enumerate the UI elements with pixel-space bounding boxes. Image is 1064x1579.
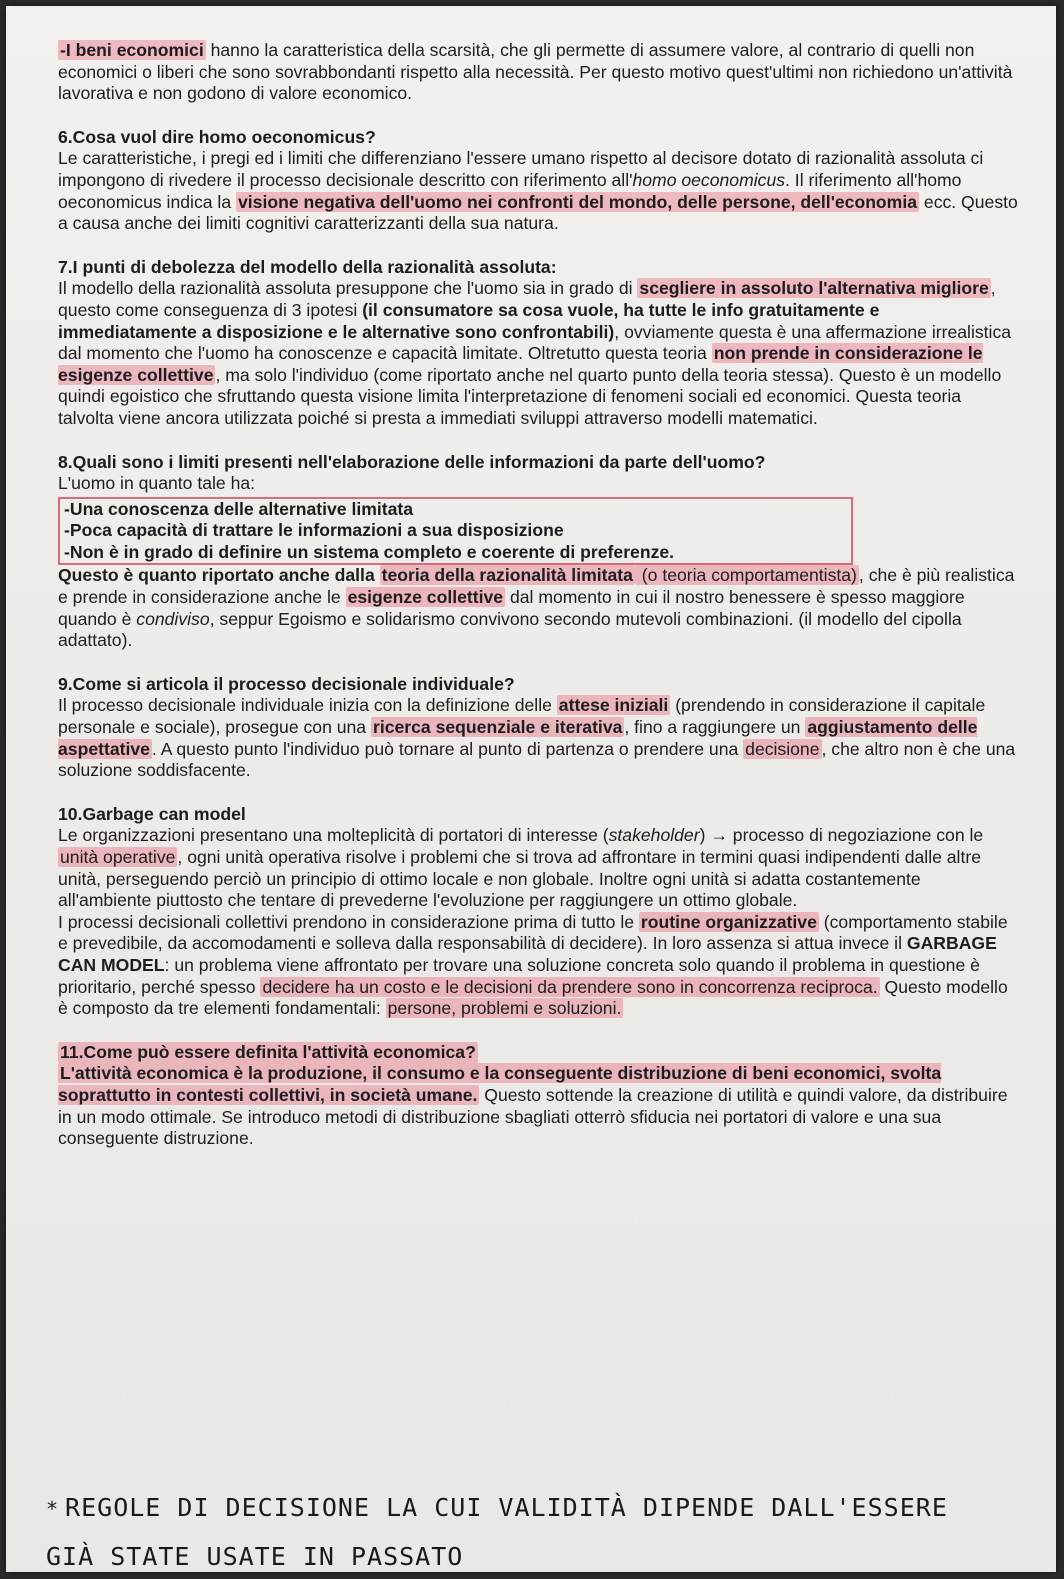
section-10-highlight: decidere ha un costo e le decisioni da prendere sono in concorrenza reciproca. — [262, 976, 878, 997]
section-9-highlight: decisione — [745, 738, 820, 759]
section-6-text: ecc. Questo a causa anche dei limiti cognitivi caratterizzanti della sua natura. — [58, 191, 1018, 234]
section-9-text: Il processo decisionale individuale inizia con la definizione delle — [58, 695, 557, 716]
section-10-highlight: persone, problemi e soluzioni. — [387, 998, 622, 1019]
list-item: -Poca capacità di trattare le informazioni a sua disposizione — [64, 520, 564, 541]
note-line-1: REGOLE DI DECISIONE LA CUI VALIDITÀ DIPENDE DALL'ESSERE — [65, 1493, 948, 1522]
section-9-title: 9.Come si articola il processo decisionale individuale? — [58, 673, 515, 694]
section-8-text: , seppur Egoismo e solidarismo convivono secondo mutevoli combinazioni. (il modello del cipolla adattato). — [58, 608, 962, 651]
section-10-highlight: routine organizzative — [640, 911, 817, 932]
section-6-text: Le caratteristiche, i pregi ed i limiti che differenziano l'essere umano rispetto al decisore dotato di razionalità assoluta ci impongono di rivedere il processo decisionale descritto con riferimento all' — [58, 148, 984, 190]
section-9 — [58, 674, 1018, 782]
section-9-text: , che altro non è che una soluzione soddisfacente. — [58, 738, 1016, 781]
section-8-intro: L'uomo in quanto tale ha: — [58, 473, 256, 494]
section-9-text: . A questo punto l'individuo può tornare al punto di partenza o prendere una — [151, 738, 744, 759]
section-7-title: 7.I punti di debolezza del modello della razionalità assoluta: — [58, 256, 557, 277]
section-7-bold: (il consumatore sa cosa vuole, ha tutte le info gratuitamente e immediatamente a disposizione e le alternative sono confrontabili) — [58, 299, 880, 342]
section-8-title: 8.Quali sono i limiti presenti nell'elaborazione delle informazioni da parte dell'uomo? — [58, 451, 766, 472]
section-9-text: (prendendo in considerazione il capitale personale e sociale), prosegue con una — [58, 695, 986, 738]
section-10-text: (comportamento stabile e prevedibile, da accomodamenti e solleva dalla responsabilità di decidere). In loro assenza si attua invece il — [58, 911, 1008, 954]
section-10-text: I processi decisionali collettivi prendono in considerazione prima di tutto le — [58, 911, 639, 932]
section-10-bold: GARBAGE CAN MODEL — [58, 933, 997, 975]
section-8-bold: Questo è quanto riportato anche dalla — [58, 565, 380, 586]
section-7-text: , ma solo l'individuo (come riportato anche nel quarto punto della teoria stessa). Questo è un modello quindi egoistico che sfruttando questa visione limita l'interpretazione di fenomeni sociali ed economici. Questa teoria talvolta viene ancora utilizzata poiché si presta a immediati sviluppi attraverso modelli matematici. — [58, 364, 1002, 428]
section-7-highlight: non prende in considerazione le esigenze collettive — [58, 343, 983, 385]
list-item: -Una conoscenza delle alternative limitata — [64, 498, 414, 519]
section-6-italic: homo oeconomicus — [632, 169, 786, 190]
asterisk-mark: * — [46, 1497, 60, 1521]
section-11-text: Questo sottende la creazione di utilità e quindi valore, da distribuire in un modo ottimale. Se introduco metodi di distribuzione sbagliati otterrò sfiducia nei portatori di valore e una sua conseguente distruzione. — [58, 1084, 1008, 1149]
section-10-text: , ogni unità operativa risolve i problemi che si trova ad affrontare in termini quasi indipendenti dalle altre unità, perseguendo perciò un principio di ottimo locale e non globale. Inoltre ogni unità si adatta costantemente all'ambiente piuttosto che tentare di prevederne l'evoluzione per raggiungere un ottimo globale. — [58, 847, 981, 911]
handwritten-note — [46, 1484, 1026, 1572]
intro-lead: -I beni economici — [60, 40, 204, 60]
section-8-highlight: esigenze collettive — [347, 587, 504, 608]
section-6-text: . Il riferimento all'homo oeconomicus indica la — [58, 169, 962, 212]
section-6-title: 6.Cosa vuol dire homo oeconomicus? — [58, 126, 376, 147]
section-9-highlight: attese iniziali — [558, 695, 669, 716]
section-10-text: : un problema viene affrontato per trovare una soluzione concreta solo quando il problema in questione è prioritario, perché spesso — [58, 954, 980, 997]
section-8-text: dal momento in cui il nostro benessere è spesso maggiore quando è — [58, 587, 965, 629]
section-9-highlight: aggiustamento delle aspettative — [58, 717, 978, 759]
section-11-highlight: L'attività economica è la produzione, il consumo e la conseguente distribuzione di beni economici, svolta soprattutto in contesti collettivi, in società umane. — [58, 1063, 942, 1105]
section-9-highlight: ricerca sequenziale e iterativa — [373, 717, 623, 738]
section-10-text: Questo modello è composto da tre elementi fondamentali: — [58, 976, 1008, 1019]
section-10-highlight: unità operative — [60, 847, 176, 867]
document-body — [58, 40, 1018, 1172]
section-7-text: , questo come conseguenza di 3 ipotesi — [58, 278, 996, 320]
section-7-text: Il modello della razionalità assoluta presuppone che l'uomo sia in grado di — [58, 278, 638, 299]
section-6 — [58, 127, 1018, 235]
section-11 — [58, 1042, 1018, 1150]
section-11-title: 11.Come può essere definita l'attività economica? — [60, 1041, 476, 1062]
section-10-text: ) → processo di negoziazione con le — [699, 825, 984, 846]
section-10 — [58, 804, 1018, 1020]
section-8 — [58, 452, 1018, 652]
limits-box — [58, 497, 853, 566]
section-7-text: , ovviamente questa è una affermazione irrealistica dal momento che l'uomo ha conoscenze e capacità limitate. Oltretutto questa teoria — [58, 321, 1012, 364]
note-line-2: GIÀ STATE USATE IN PASSATO — [46, 1542, 464, 1571]
section-10-italic: stakeholder — [608, 825, 700, 846]
section-10-title: 10.Garbage can model — [58, 803, 246, 824]
list-item: -Non è in grado di definire un sistema completo e coerente di preferenze. — [64, 541, 675, 562]
section-8-italic: condiviso — [136, 608, 210, 629]
paper-sheet — [6, 6, 1056, 1572]
intro-text: hanno la caratteristica della scarsità, che gli permette di assumere valore, al contrario di quelli non economici o liberi che sono sovrabbondanti rispetto alla necessità. Per questo motivo quest'ultimi non richiedono un'attività lavorativa e non godono di valore economico. — [58, 40, 1013, 104]
section-7-highlight: scegliere in assoluto l'alternativa migliore — [639, 278, 989, 299]
section-10-text: Le organizzazioni presentano una molteplicità di portatori di interesse ( — [58, 825, 609, 846]
section-6-highlight: visione negativa dell'uomo nei confronti del mondo, delle persone, dell'economia — [238, 191, 918, 212]
section-8-text: , che è più realistica e prende in considerazione anche le — [58, 565, 1015, 608]
section-8-highlight: (o teoria comportamentista) — [636, 565, 857, 586]
section-8-highlight: teoria della razionalità limitata — [381, 565, 633, 586]
section-9-text: , fino a raggiungere un — [624, 717, 806, 738]
section-7 — [58, 257, 1018, 430]
intro-paragraph — [58, 40, 1018, 105]
